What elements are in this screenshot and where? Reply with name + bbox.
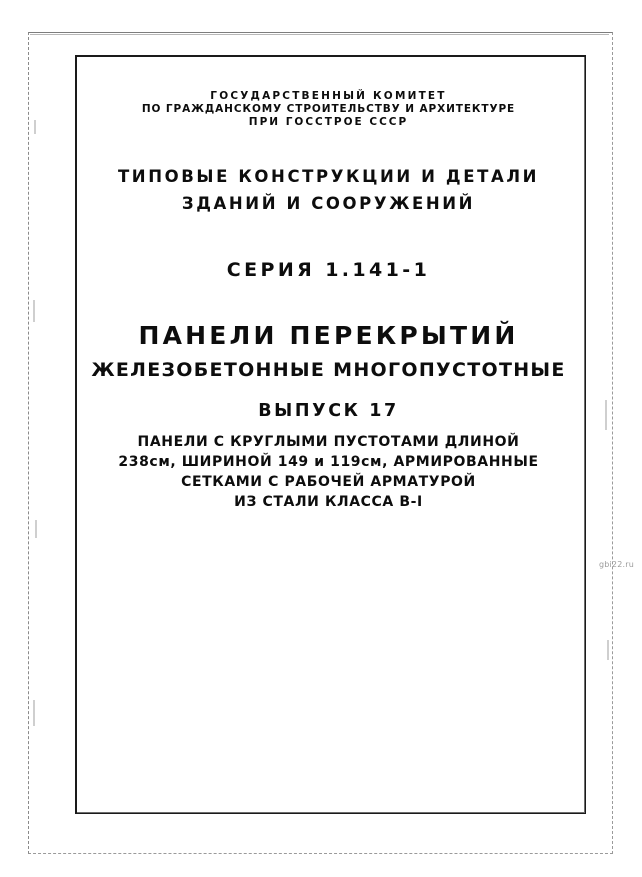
- watermark-text: gbi22.ru: [598, 560, 634, 569]
- document-title: ПАНЕЛИ ПЕРЕКРЫТИЙ: [138, 321, 519, 350]
- publisher-line-1: ГОСУДАРСТВЕННЫЙ КОМИТЕТ: [210, 90, 447, 102]
- description-line-1: ПАНЕЛИ С КРУГЛЫМИ ПУСТОТАМИ ДЛИНОЙ: [137, 434, 520, 450]
- scan-speckle: [34, 120, 36, 134]
- description-line-3: СЕТКАМИ С РАБОЧЕЙ АРМАТУРОЙ: [181, 474, 476, 490]
- subject-block: [80, 163, 577, 217]
- description-line-2: 238см, ШИРИНОЙ 149 и 119см, АРМИРОВАННЫЕ: [118, 454, 539, 470]
- document-subtitle: ЖЕЛЕЗОБЕТОННЫЕ МНОГОПУСТОТНЫЕ: [91, 359, 566, 381]
- issue-number: ВЫПУСК 17: [258, 401, 399, 421]
- subject-line-2: ЗДАНИЙ И СООРУЖЕНИЙ: [181, 194, 476, 213]
- publisher-line-3: ПРИ ГОССТРОЕ СССР: [248, 116, 409, 128]
- description-line-4: ИЗ СТАЛИ КЛАССА В-I: [234, 494, 423, 510]
- scan-speckle: [607, 640, 609, 660]
- description-block: [80, 432, 577, 512]
- title-page-content: [80, 60, 577, 512]
- scan-speckle: [35, 520, 37, 538]
- scan-sheet-top-rule: [30, 34, 609, 35]
- scan-speckle: [33, 700, 35, 726]
- scan-speckle: [33, 300, 35, 322]
- publisher-line-2: ПО ГРАЖДАНСКОМУ СТРОИТЕЛЬСТВУ И АРХИТЕКТУРЕ: [141, 103, 516, 115]
- subject-line-1: ТИПОВЫЕ КОНСТРУКЦИИ И ДЕТАЛИ: [117, 167, 540, 186]
- publisher-block: [80, 90, 577, 129]
- series-number: СЕРИЯ 1.141-1: [226, 259, 431, 281]
- scan-speckle: [605, 400, 607, 430]
